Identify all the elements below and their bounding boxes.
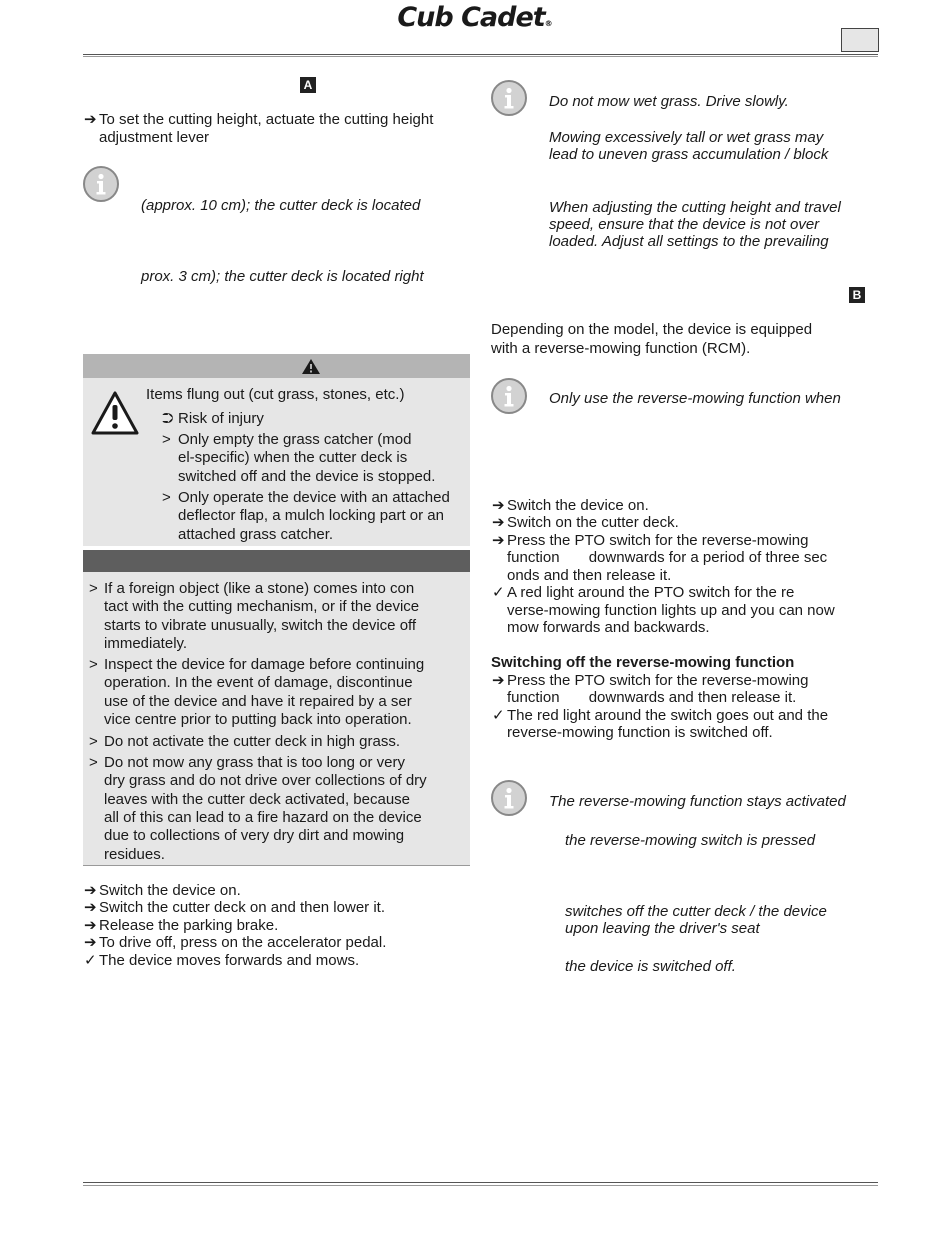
note-1-line-1: If a foreign object (like a stone) comes into con <box>104 580 415 597</box>
step-5-mark: ✓ <box>84 952 97 969</box>
footer-rule <box>83 1182 878 1183</box>
warning-header <box>83 354 470 378</box>
warning-item2-line-3: attached grass catcher. <box>178 526 334 543</box>
note-2-line-4: vice centre prior to putting back into operation. <box>104 711 412 728</box>
note-4-line-1: Do not mow any grass that is too long or very <box>104 754 405 771</box>
rcm-step-4-line-1: A red light around the PTO switch for the re <box>507 584 795 601</box>
rcm-intro-2: with a reverse-mowing function (RCM). <box>491 340 751 357</box>
step-4-mark: ➔ <box>84 934 97 951</box>
header-rule <box>83 54 878 55</box>
note-4-line-3: leaves with the cutter deck activated, because <box>104 791 411 808</box>
note-4-line-4: all of this can lead to a fire hazard on the device <box>104 809 422 826</box>
note-3-line-1: Do not activate the cutter deck in high grass. <box>104 733 400 750</box>
info-stays-c: the device is switched off. <box>565 958 736 975</box>
step-4-text: To drive off, press on the accelerator pedal. <box>99 934 387 951</box>
off-step-1-line-2: function downwards and then release it. <box>507 689 797 706</box>
note-4-line-5: due to collections of very dry dirt and mowing <box>104 827 405 844</box>
info-icon <box>491 780 527 816</box>
rcm-step-3-line-1: Press the PTO switch for the reverse-mowing <box>507 532 809 549</box>
note-1-line-3: starts to vibrate unusually, switch the device off <box>104 617 417 634</box>
rcm-intro-1: Depending on the model, the device is equipped <box>491 321 813 338</box>
info-icon <box>491 378 527 414</box>
step-3-mark: ➔ <box>84 917 97 934</box>
warning-body: Items flung out (cut grass, stones, etc.) ⮊ Risk of injury > Only empty the grass catcher (mod el-specific) when the cutter deck is switched off and the device is stopped. > Only operate the device with an attached deflector flap, a mulch locking part or an attached grass catcher. <box>83 378 470 546</box>
warning-risk: Risk of injury <box>178 410 264 427</box>
rcm-step-4-line-2: verse-mowing function lights up and you can now <box>507 602 835 619</box>
step-1-mark: ➔ <box>84 882 97 899</box>
footer-rule-thin <box>83 1185 878 1186</box>
info-stays-a: the reverse-mowing switch is pressed <box>565 832 816 849</box>
info-icon <box>83 166 119 202</box>
warning-triangle-icon <box>90 390 140 436</box>
info-stays-b2: upon leaving the driver's seat <box>565 920 760 937</box>
warning-item1-line-2: el-specific) when the cutter deck is <box>178 449 408 466</box>
note-2-line-2: operation. In the event of damage, discontinue <box>104 674 413 691</box>
off-step-2-line-1: The red light around the switch goes out and the <box>507 707 829 724</box>
off-heading: Switching off the reverse-mowing function <box>491 654 795 671</box>
info-icon <box>491 80 527 116</box>
rcm-step-2-mark: ➔ <box>492 514 505 531</box>
info-wet-p1: Do not mow wet grass. Drive slowly. <box>549 93 789 110</box>
info-wet-p3a: When adjusting the cutting height and travel <box>549 199 841 216</box>
page-number-box <box>841 28 879 52</box>
registered-mark: ® <box>544 19 553 28</box>
step-2-text: Switch the cutter deck on and then lower it. <box>99 899 385 916</box>
info1-line-1: (approx. 10 cm); the cutter deck is located <box>141 197 421 214</box>
rcm-step-3-line-2: function downwards for a period of three sec <box>507 549 828 566</box>
rcm-step-3-line-3: onds and then release it. <box>507 567 672 584</box>
step-3-text: Release the parking brake. <box>99 917 279 934</box>
note-4-line-2: dry grass and do not drive over collections of dry <box>104 772 427 789</box>
figure-ref-a: A <box>300 77 316 93</box>
warning-item1-line-1: Only empty the grass catcher (mod <box>178 431 412 448</box>
figure-ref-b: B <box>849 287 865 303</box>
note-1-line-2: tact with the cutting mechanism, or if the device <box>104 598 420 615</box>
adjust-line-2: adjustment lever <box>99 129 210 146</box>
off-step-2-mark: ✓ <box>492 707 505 724</box>
warning-hazard: Items flung out (cut grass, stones, etc.) <box>146 386 405 403</box>
header-rule-thin <box>83 56 878 57</box>
off-step-1-line-1: Press the PTO switch for the reverse-mowing <box>507 672 809 689</box>
rcm-step-1-mark: ➔ <box>492 497 505 514</box>
rcm-step-4-line-3: mow forwards and backwards. <box>507 619 710 636</box>
note-1-line-4: immediately. <box>104 635 188 652</box>
note-2-line-1: Inspect the device for damage before continuing <box>104 656 425 673</box>
off-step-2-line-2: reverse-mowing function is switched off. <box>507 724 773 741</box>
info-wet-p2b: lead to uneven grass accumulation / block <box>549 146 829 163</box>
notes-header <box>83 550 470 572</box>
step-5-text: The device moves forwards and mows. <box>99 952 360 969</box>
notes-body: > If a foreign object (like a stone) comes into con tact with the cutting mechanism, or if the device starts to vibrate unusually, switch the device off immediately. > Inspect the device for damage before continuing operation. In the event of damage, discontinue use of the device and have it repaired by a ser vice centre prior to putting back into operation. > Do not activate the cutter deck in high grass. > Do not mow any grass that is too long or very dry grass and do not drive over collections of dry leaves with the cutter deck activated, because all of this can lead to a fire hazard on the device due to collections of very dry dirt and mowing residues. <box>83 572 470 866</box>
info-rcm-text: Only use the reverse-mowing function when <box>549 390 841 407</box>
off-step-1-mark: ➔ <box>492 672 505 689</box>
warning-item2-line-2: deflector flap, a mulch locking part or an <box>178 507 444 524</box>
note-2-line-3: use of the device and have it repaired by a ser <box>104 693 412 710</box>
warning-item2-line-1: Only operate the device with an attached <box>178 489 450 506</box>
info-wet-p2a: Mowing excessively tall or wet grass may <box>549 129 824 146</box>
info-stays-b1: switches off the cutter deck / the device <box>565 903 827 920</box>
brand-logo <box>0 2 950 33</box>
adjust-bullet: ➔ <box>84 111 97 128</box>
rcm-step-2-text: Switch on the cutter deck. <box>507 514 679 531</box>
warning-small-icon <box>301 358 321 375</box>
info-wet-p3c: loaded. Adjust all settings to the prevailing <box>549 233 829 250</box>
info-wet-p3b: speed, ensure that the device is not over <box>549 216 820 233</box>
brand-name: Cub Cadet <box>397 2 545 33</box>
rcm-step-1-text: Switch the device on. <box>507 497 649 514</box>
step-1-text: Switch the device on. <box>99 882 241 899</box>
rcm-step-4-mark: ✓ <box>492 584 505 601</box>
note-4-line-6: residues. <box>104 846 165 863</box>
warning-item1-line-3: switched off and the device is stopped. <box>178 468 436 485</box>
step-2-mark: ➔ <box>84 899 97 916</box>
rcm-step-3-mark: ➔ <box>492 532 505 549</box>
adjust-line-1: To set the cutting height, actuate the cutting height <box>99 111 434 128</box>
risk-arrow-icon: ⮊ <box>162 410 176 428</box>
info-stays-head: The reverse-mowing function stays activated <box>549 793 846 810</box>
info1-line-2: prox. 3 cm); the cutter deck is located right <box>141 268 424 285</box>
